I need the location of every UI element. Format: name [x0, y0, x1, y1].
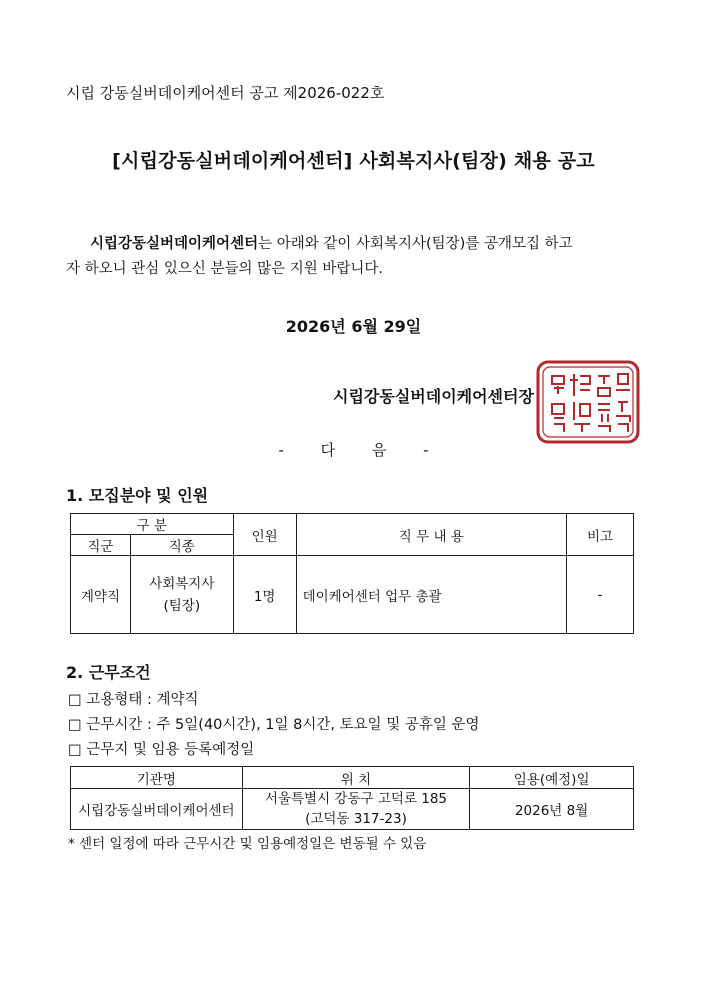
announcement-date: 2026년 6월 29일: [285, 317, 422, 336]
header-note: 비고: [567, 514, 634, 556]
bullet-employment-type: □ 고용형태 : 계약직: [68, 692, 199, 708]
cell-job: [130, 556, 233, 634]
cell-count: 1명: [233, 556, 296, 634]
issuer-name: 시립강동실버데이케어센터장: [333, 387, 534, 406]
header-category: 직군: [71, 535, 131, 556]
cell-start-date: 2026년 8월: [470, 789, 634, 830]
cell-location-line1: 서울특별시 강동구 고덕로 185: [264, 791, 447, 807]
cell-job-line2: (팀장): [163, 597, 201, 614]
notice-number: 시립 강동실버데이케어센터 공고 제2026-022호: [66, 84, 385, 102]
section1-heading: 1. 모집분야 및 인원: [66, 486, 209, 505]
cell-note: -: [567, 556, 634, 634]
header-location: 위 치: [242, 767, 470, 789]
bullet-work-hours: □ 근무시간 : 주 5일(40시간), 1일 8시간, 토요일 및 공휴일 운영: [68, 717, 480, 733]
header-job: 직종: [130, 535, 233, 556]
document-title: [시립강동실버데이케어센터] 사회복지사(팀장) 채용 공고: [112, 150, 595, 172]
official-seal-icon: [536, 360, 640, 444]
table-row: [71, 789, 634, 830]
cell-duties: 데이케어센터 업무 총괄: [296, 556, 566, 634]
header-start-date: 임용(예정)일: [470, 767, 634, 789]
recruitment-table: [70, 513, 634, 634]
header-org: 기관명: [71, 767, 243, 789]
intro-paragraph: [66, 232, 646, 282]
intro-text-1: 는 아래와 같이 사회복지사(팀장)를 공개모집 하고: [258, 236, 573, 252]
header-group: 구 분: [71, 514, 234, 535]
cell-location: [242, 789, 470, 830]
cell-org: 시립강동실버데이케어센터: [71, 789, 243, 830]
cell-location-line2: (고덕동 317-23): [305, 811, 407, 827]
cell-job-line1: 사회복지사: [149, 575, 215, 592]
section2-heading: 2. 근무조건: [66, 663, 151, 682]
cell-category: 계약직: [71, 556, 131, 634]
header-count: 인원: [233, 514, 296, 556]
workplace-table: [70, 766, 634, 830]
table-row: [71, 556, 634, 634]
footnote: * 센터 일정에 따라 근무시간 및 임용예정일은 변동될 수 있음: [68, 836, 427, 852]
divider-next: - 다 음 -: [278, 441, 429, 459]
header-duties: 직 무 내 용: [296, 514, 566, 556]
intro-org-name: 시립강동실버데이케어센터: [90, 236, 259, 252]
intro-text-2: 자 하오니 관심 있으신 분들의 많은 지원 바랍니다.: [66, 261, 384, 277]
bullet-workplace: □ 근무지 및 임용 등록예정일: [68, 742, 255, 758]
